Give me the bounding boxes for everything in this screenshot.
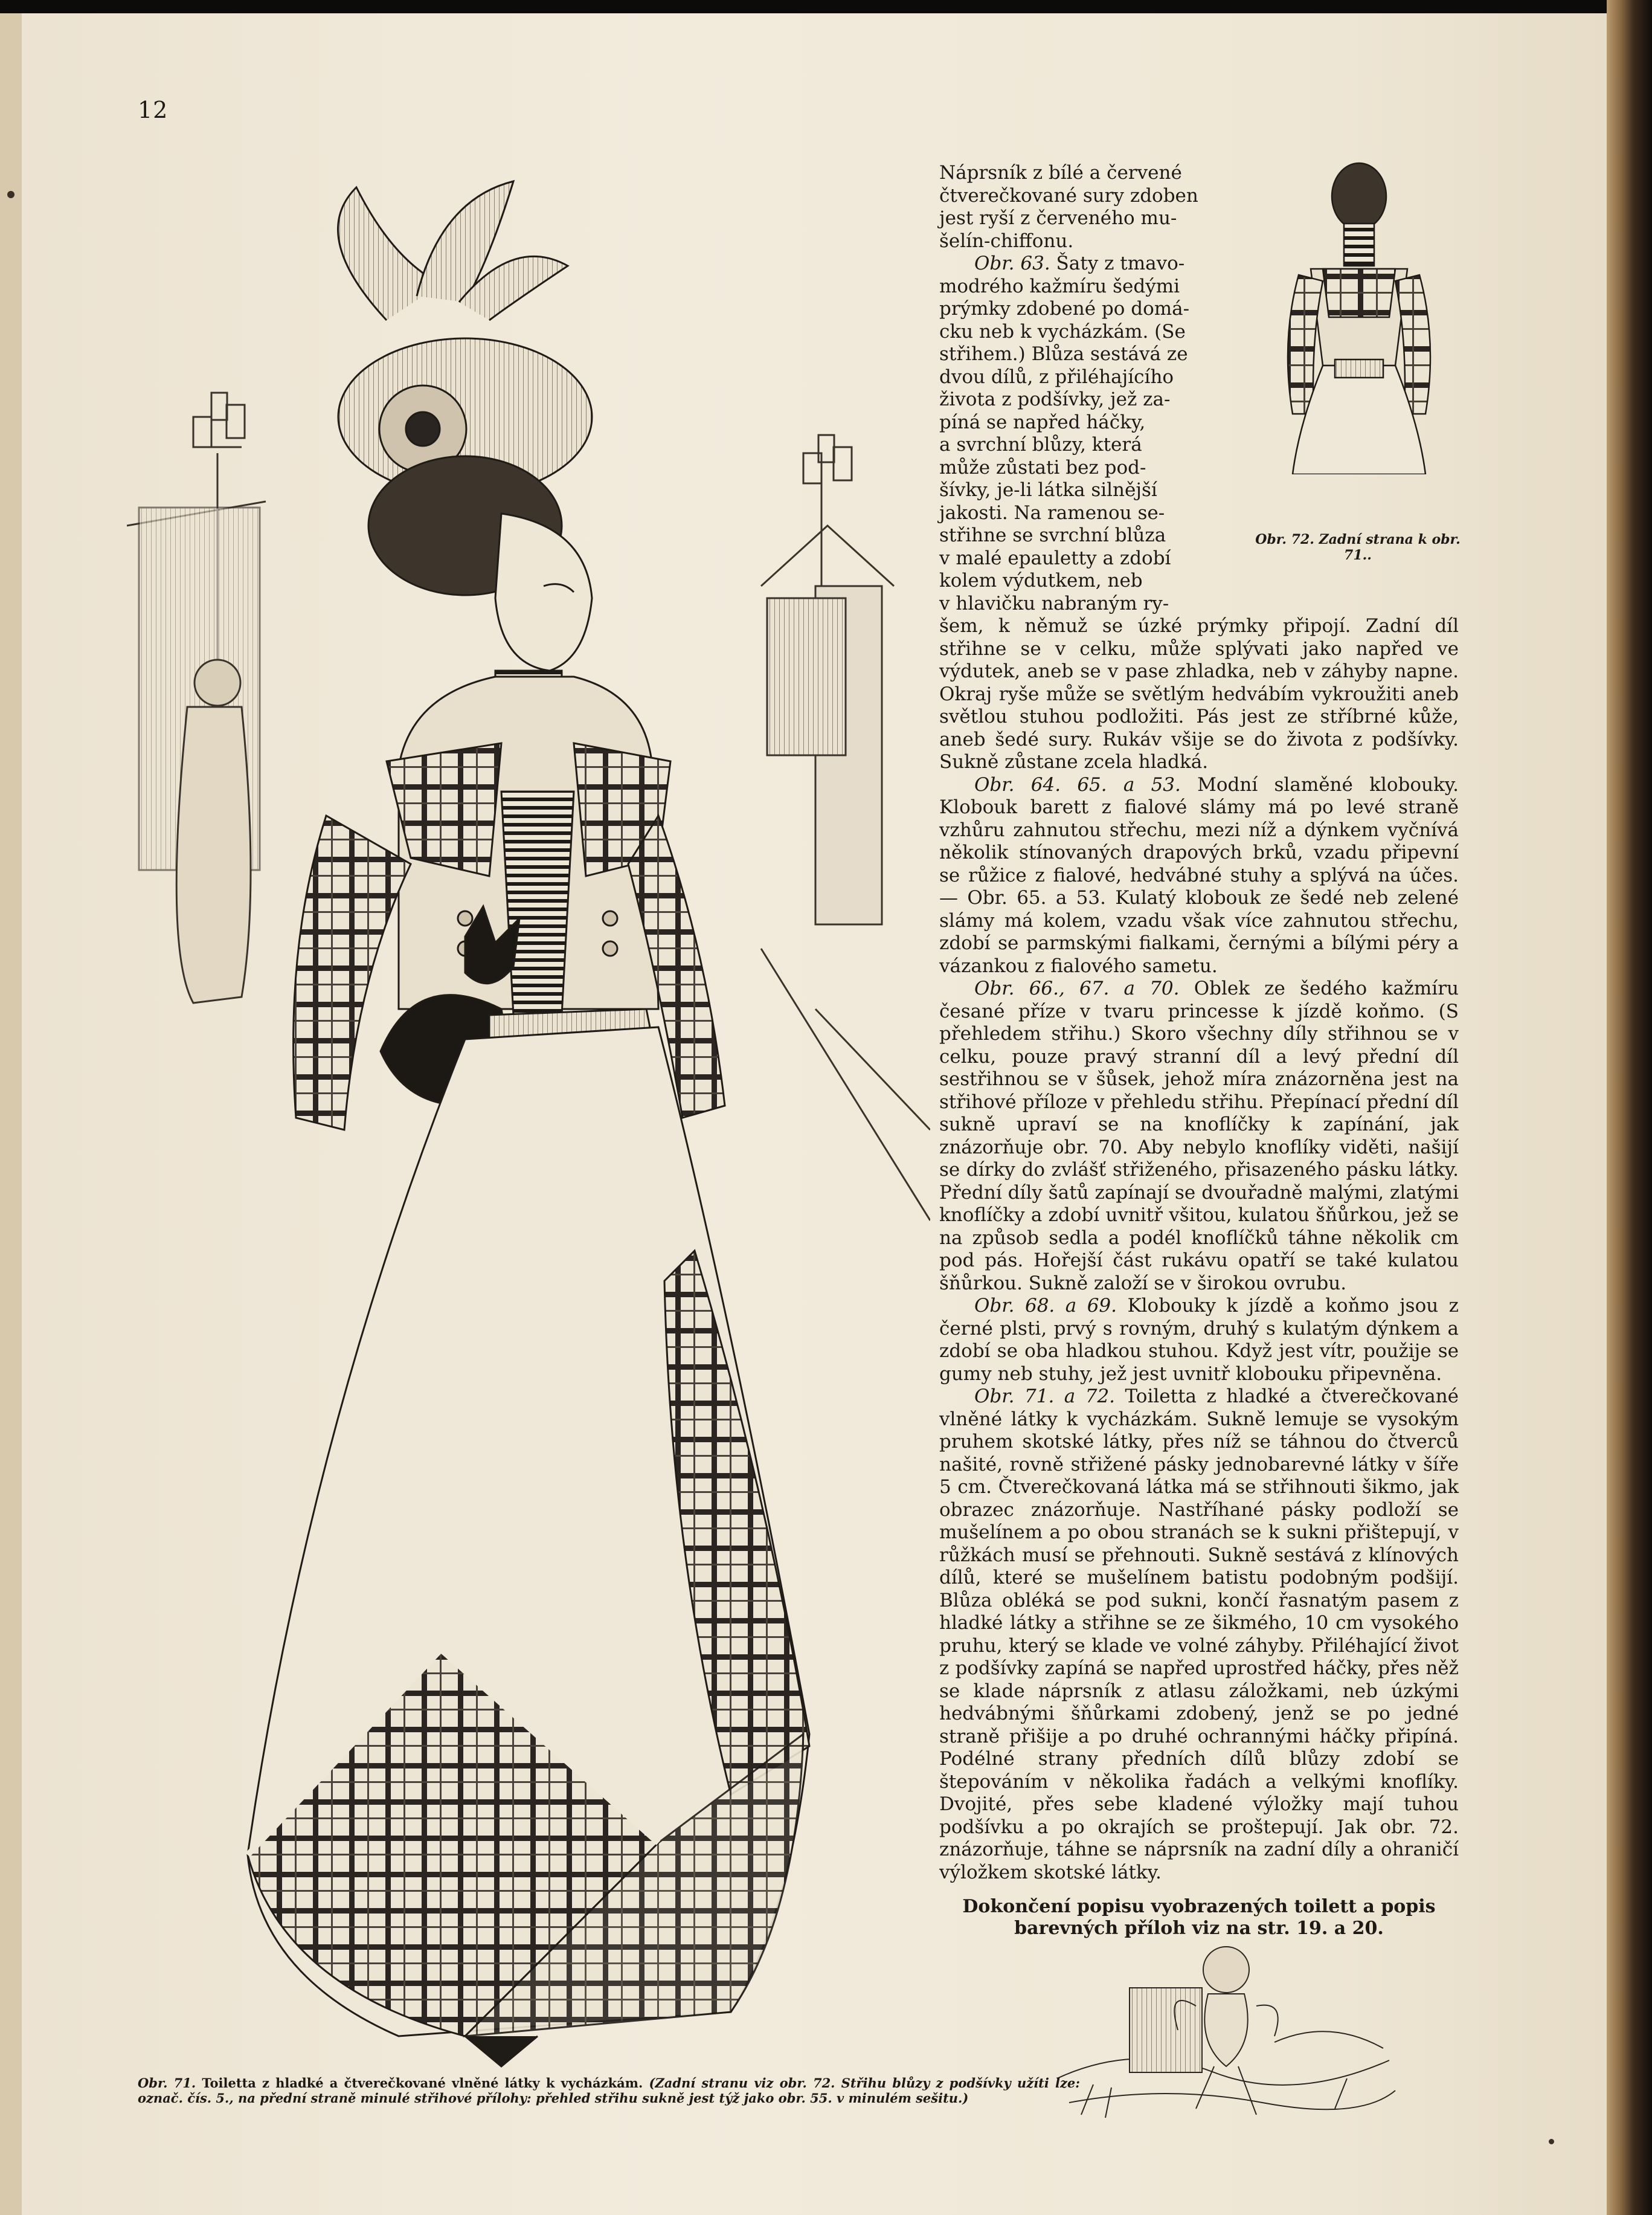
main-illustration	[127, 163, 930, 2072]
obr63-line: může zůstati bez pod-	[939, 456, 1146, 479]
fig-ref-63: Obr. 63.	[974, 253, 1050, 274]
obr63-line: střihem.) Blůza sestává ze	[939, 343, 1188, 365]
obr63-line: prýmky zdobené po domá-	[939, 298, 1190, 320]
obr63-line: jakosti. Na ramenou se-	[939, 501, 1165, 524]
obr64-paragraph: Modní slaměné klobouky. Klobouk barett z fialové slámy má po levé straně vzhůru zahnutou střechu, mezi níž a dýnkem vyčnívá několik stínovaných drapových brků, vzadu připevní se růžice z fialové, hedvábné stuhy a splývá na účes. — Obr. 65. a 53. Kulatý klobouk ze šedé neb zelené slámy má kolem, vzadu však více zahnutou střechu, zdobí se parmskými fialkami, černými a bílými péry a vázankou z fialového sametu.	[939, 773, 1459, 977]
obr63-line: kolem výdutkem, neb	[939, 570, 1143, 592]
obr63-line: modrého kažmíru šedými	[939, 275, 1180, 297]
book-spine	[1607, 0, 1652, 2215]
obr63-line: života z podšívky, jež za-	[939, 389, 1171, 410]
scan-border	[0, 0, 1652, 13]
main-caption	[138, 2075, 1080, 2106]
obr63-line: v malé epauletty a zdobí	[939, 547, 1171, 569]
caption-text: (Zadní stranu viz obr. 72. Střihu blůzy z podšívky užíti lze: označ. čís. 5., na přední straně minulé střihové přílohy: přehled střihu sukně jest týž jako obr. 55. v minulém sešitu.)	[138, 2075, 1080, 2106]
obr71-paragraph: Toiletta z hladké a čtverečkované vlněné látky k vycházkám. Sukně lemuje se vysokým pruhem skotské látky, přes níž se táhnou do čtverců našité, rovně střižené pásky jednobarevné látky v šíře 5 cm. Čtverečkovaná látka má se střihnouti šikmo, jak obrazec znázorňuje. Nastříhané pásky podloží se mušelínem a po obou stranách se k sukni přištepují, v růžkách musí se přehnouti. Sukně sestává z klínových dílů, které se mušelínem batistu podobným podšijí. Blůza obléká se pod sukni, končí řasnatým pasem z hladké látky a střihne se ze šikmého, 10 cm vysokého pruhu, který se klade ve volné záhyby. Přiléhající život z podšívky zapíná se napřed uprostřed háčky, přes něž se klade náprsník z atlasu záložkami, neb úzkými hedvábnými šňůrkami zdobený, jenž se po jedné straně přišije a po druhé ochrannými háčky připíná. Podélné strany předních dílů blůzy zdobí se štepováním v několika řadách a velkými knoflíky. Dvojité, přes sebe kladené výložky mají tuhou podšívku a po okrajích se proštepují. Jak obr. 72. znázorňuje, táhne se náprsník na zadní díly a ohraničí výložkem skotské látky.	[939, 1385, 1459, 1883]
fig-ref-71: Obr. 71. a 72.	[974, 1385, 1116, 1407]
intro-line: čtverečkované sury zdoben	[939, 184, 1198, 207]
obr63-line: píná se napřed háčky,	[939, 411, 1146, 433]
page-number: 12	[138, 97, 169, 123]
obr66-paragraph: Oblek ze šedého kažmíru česané příze v tvaru princesse k jízdě koňmo. (S přehledem střihu.) Skoro všechny díly střihnou se v celku, pouze pravý stranní díl a levý přední díl sestřihnou se v šůsek, jehož míra znázorněna jest na střihové příloze v přehledu střihu. Přepínací přední díl sukně upraví se na knoflíčky k zapínání, jak znázorňuje obr. 70. Aby nebylo knoflíky viděti, našijí se dírky do zvlášť střiženého, přisazeného pásku látky. Přední díly šatů zapínají se dvouřadně malými, zlatými knoflíčky a zdobí uvnitř všitou, kulatou šňůrkou, jež se na způsob sedla a podél knoflíčků táhne několik cm pod pás. Hořejší část rukávu opatří se také kulatou šňůrkou. Sukně založí se v širokou ovrubu.	[939, 978, 1459, 1294]
intro-block	[939, 162, 1232, 615]
obr63-line: Šaty z tmavo-	[1056, 253, 1185, 274]
caption-fig-label: Obr. 71.	[138, 2075, 196, 2091]
obr63-paragraph: šem, k němuž se úzké prýmky připojí. Zadní díl střihne se v celku, může splývati jako napřed ve výdutek, aneb se v pase zhladka, neb v záhyby napne. Okraj ryše může se světlým hedvábím vykroužiti aneb světlou stuhou podložiti. Pás jest ze stříbrné kůže, aneb šedé sury. Rukáv všije se do života z podšívky. Sukně zůstane zcela hladká.	[939, 615, 1459, 773]
intro-line: jest ryší z červeného mu-	[939, 207, 1177, 229]
closing-note: Dokončení popisu vyobrazených toilett a popis barevných příloh viz na str. 19. a 20.	[962, 1896, 1436, 1939]
intro-line: Náprsník z bílé a červené	[939, 162, 1182, 184]
fig-ref-68: Obr. 68. a 69.	[974, 1295, 1117, 1317]
cherub-vignette	[1045, 1933, 1401, 2127]
back-view-illustration	[1244, 160, 1462, 474]
intro-line: šelín-chiffonu.	[939, 230, 1074, 252]
obr63-line: cku neb k vycházkám. (Se	[939, 320, 1186, 343]
speck	[7, 191, 14, 198]
back-view-caption: Obr. 72. Zadní strana k obr. 71..	[1255, 532, 1461, 563]
obr63-line: střihne se svrchní blůza	[939, 524, 1166, 546]
speck	[1549, 2139, 1554, 2144]
fig-ref-66: Obr. 66., 67. a 70.	[974, 978, 1180, 999]
caption-title: Toiletta z hladké a čtverečkované vlněné látky k vycházkám.	[202, 2075, 643, 2091]
obr63-line: v hlavičku nabraným ry-	[939, 592, 1169, 614]
obr63-line: a svrchní blůzy, která	[939, 434, 1142, 456]
obr63-line: šívky, je-li látka silnější	[939, 479, 1157, 501]
obr63-line: dvou dílů, z přiléhajícího	[939, 366, 1174, 388]
fig-ref-64: Obr. 64. 65. a 53.	[974, 773, 1181, 796]
obr68-paragraph: Klobouky k jízdě a koňmo jsou z černé plsti, prvý s rovným, druhý s kulatým dýnkem a zdobí se oba hladkou stuhou. Když jest vítr, použije se gumy neb stuhy, jež jest uvnitř klobouku připevněna.	[939, 1295, 1459, 1385]
